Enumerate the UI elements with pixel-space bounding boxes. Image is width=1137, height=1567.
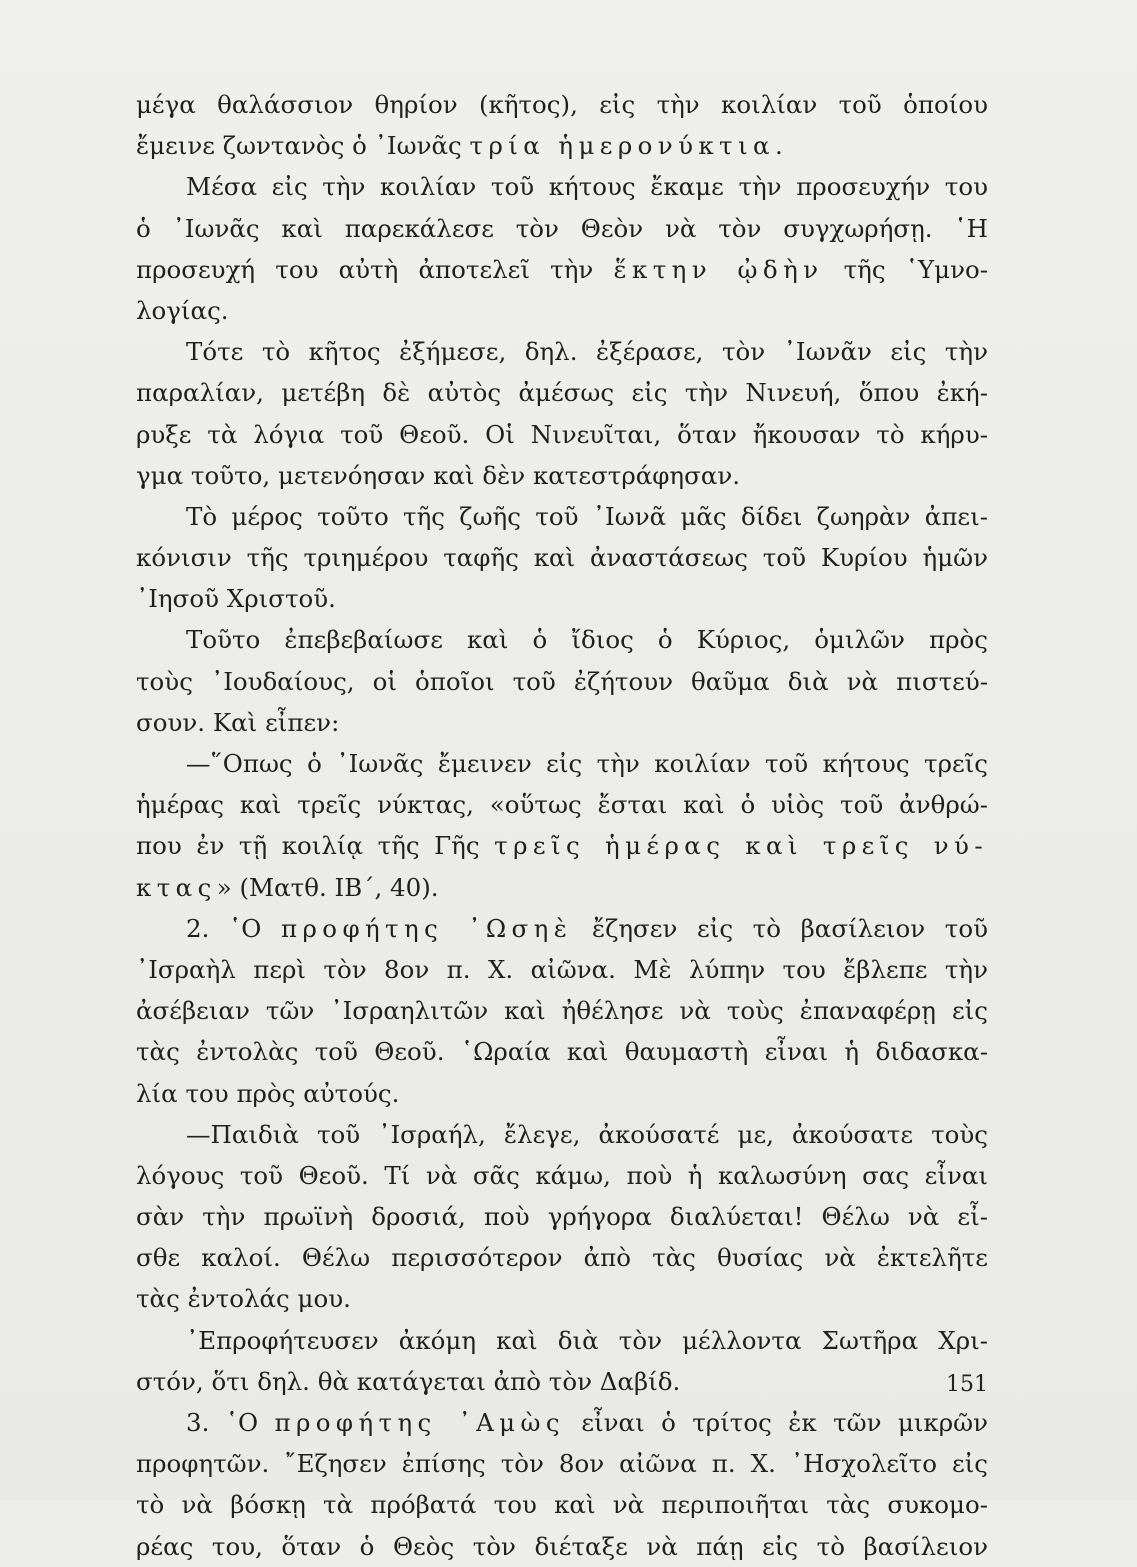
text-line: στόν, ὅτι δηλ. θὰ κατάγεται ἀπὸ τὸν Δαβίδ. [136, 1366, 681, 1396]
text-line: Τὸ μέρος τοῦτο τῆς ζωῆς τοῦ ᾿Ιωνᾶ μᾶς δίδει ζωηρὰν ἀπει- [186, 501, 988, 531]
text-line: 3. ῾Ο προφήτης ᾿Αμὼς εἶναι ὁ τρίτος ἐκ τῶν μικρῶν [186, 1408, 988, 1437]
text-line: τὰς ἐντολὰς τοῦ Θεοῦ. ῾Ωραία καὶ θαυμαστὴ εἶναι ἡ διδασκα- [136, 1037, 988, 1067]
text-line: σουν. Καὶ εἶπεν: [136, 707, 340, 737]
spaced-emphasis: τρία ἡμερονύκτια [469, 131, 775, 161]
text-line: προφητῶν. ῎Εζησεν ἐπίσης τὸν 8ον αἰῶνα π. Χ. ᾿Ησχολεῖτο εἰς [136, 1449, 988, 1479]
text-line: λία του πρὸς αὐτούς. [136, 1078, 400, 1108]
text-line: παραλίαν, μετέβη δὲ αὐτὸς ἀμέσως εἰς τὴν Νινευή, ὅπου ἐκή- [136, 378, 988, 408]
spaced-emphasis: τρεῖς ἡμέρας καὶ τρεῖς νύ- [494, 831, 988, 861]
text-line: μέγα θαλάσσιον θηρίον (κῆτος), εἰς τὴν κοιλίαν τοῦ ὁποίου [136, 90, 988, 119]
spaced-emphasis: προφήτης ᾿Αμὼς [274, 1408, 565, 1437]
text-line: ᾿Ισραὴλ περὶ τὸν 8ον π. Χ. αἰῶνα. Μὲ λύπην του ἔβλεπε τὴν [136, 954, 988, 984]
spaced-emphasis: ἕκτην ᾠδὴν [613, 254, 824, 284]
text-line: σθε καλοί. Θέλω περισσότερον ἀπὸ τὰς θυσίας νὰ ἐκτελῆτε [136, 1243, 988, 1273]
text-line: σὰν τὴν πρωϊνὴ δροσιά, ποὺ γρήγορα διαλύεται! Θέλω νὰ εἶ- [136, 1202, 988, 1232]
text-line: Μέσα εἰς τὴν κοιλίαν τοῦ κήτους ἔκαμε τὴν προσευχήν του [186, 172, 988, 202]
text-line: ἀσέβειαν τῶν ᾿Ισραηλιτῶν καὶ ἠθέλησε νὰ τοὺς ἐπαναφέρῃ εἰς [136, 996, 988, 1026]
text-line: ρυξε τὰ λόγια τοῦ Θεοῦ. Οἱ Νινευῖται, ὅταν ἤκουσαν τὸ κήρυ- [136, 419, 988, 449]
text-line: ἡμέρας καὶ τρεῖς νύκτας, «οὕτως ἔσται καὶ ὁ υἱὸς τοῦ ἀνθρώ- [136, 790, 988, 820]
text-line: ὁ ᾿Ιωνᾶς καὶ παρεκάλεσε τὸν Θεὸν νὰ τὸν συγχωρήσῃ. ῾Η [136, 213, 988, 243]
text-line: κόνισιν τῆς τριημέρου ταφῆς καὶ ἀναστάσεως τοῦ Κυρίου ἡμῶν [136, 543, 988, 573]
text-line: ᾿Ιησοῦ Χριστοῦ. [136, 584, 336, 614]
text-line: ρέας του, ὅταν ὁ Θεὸς τὸν διέταξε νὰ πάῃ εἰς τὸ βασίλειον [136, 1531, 988, 1561]
text-line: που ἐν τῇ κοιλίᾳ τῆς Γῆς τρεῖς ἡμέρας καὶ τρεῖς νύ- [136, 831, 988, 861]
text-line: λόγους τοῦ Θεοῦ. Τί νὰ σᾶς κάμω, ποὺ ἡ καλωσύνη σας εἶναι [136, 1160, 988, 1190]
text-line: τὸ νὰ βόσκῃ τὰ πρόβατά του καὶ νὰ περιποιῆται τὰς συκομο- [136, 1490, 988, 1520]
text-line: —῞Οπως ὁ ᾿Ιωνᾶς ἔμεινεν εἰς τὴν κοιλίαν τοῦ κήτους τρεῖς [186, 749, 988, 778]
text-line: Τότε τὸ κῆτος ἐξήμεσε, δηλ. ἐξέρασε, τὸν ᾿Ιωνᾶν εἰς τὴν [186, 337, 988, 367]
text-line: τὰς ἐντολάς μου. [136, 1284, 351, 1314]
text-line: προσευχή του αὐτὴ ἀποτελεῖ τὴν ἕκτην ᾠδὴν τῆς ῾Υμνο- [136, 254, 988, 284]
spaced-emphasis: προφήτης ᾿Ωσηὲ [281, 913, 573, 943]
text-line: 2. ῾Ο προφήτης ᾿Ωσηὲ ἔζησεν εἰς τὸ βασίλειον τοῦ [186, 913, 988, 943]
spaced-emphasis: κτας [136, 872, 217, 902]
page-number: 151 [946, 1372, 988, 1397]
body-text [136, 84, 988, 1567]
text-line: γμα τοῦτο, μετενόησαν καὶ δὲν κατεστράφησαν. [136, 460, 741, 490]
text-line: Τοῦτο ἐπεβεβαίωσε καὶ ὁ ἴδιος ὁ Κύριος, ὁμιλῶν πρὸς [186, 625, 988, 655]
text-line: κτας» (Ματθ. ΙΒ΄, 40). [136, 872, 439, 902]
text-line: —Παιδιὰ τοῦ ᾿Ισραήλ, ἔλεγε, ἀκούσατέ με, ἀκούσατε τοὺς [186, 1119, 988, 1149]
text-line: ἔμεινε ζωντανὸς ὁ ᾿Ιωνᾶς τρία ἡμερονύκτια. [136, 131, 783, 161]
text-line: ᾿Επροφήτευσεν ἀκόμη καὶ διὰ τὸν μέλλοντα Σωτῆρα Χρι- [186, 1325, 988, 1355]
text-line: τοὺς ᾿Ιουδαίους, οἱ ὁποῖοι τοῦ ἐζήτουν θαῦμα διὰ νὰ πιστεύ- [136, 666, 988, 696]
text-line: λογίας. [136, 295, 229, 325]
